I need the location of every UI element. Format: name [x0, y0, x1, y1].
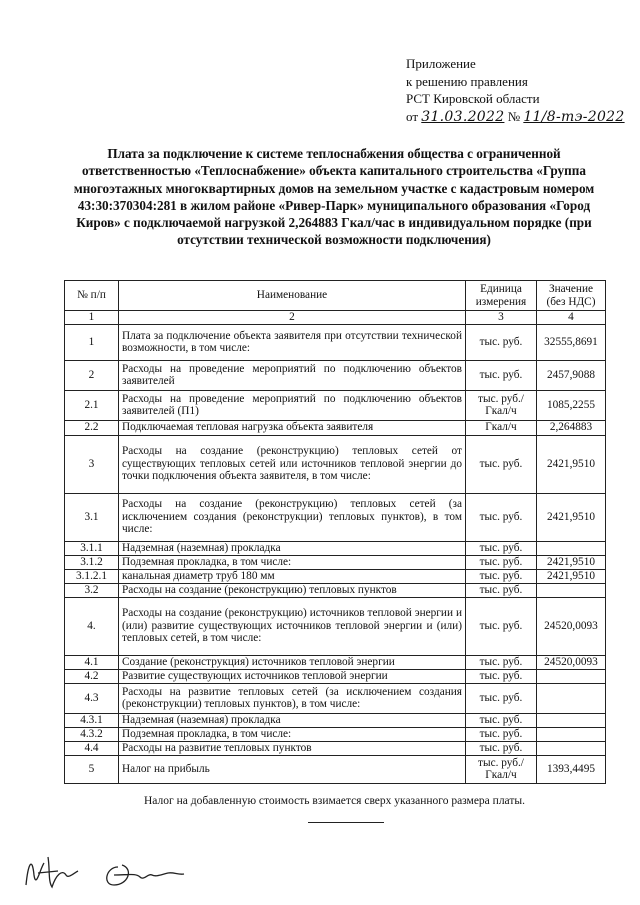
row-value: [537, 683, 606, 713]
row-value: 2457,9088: [537, 360, 606, 390]
index-cell: 1: [65, 311, 119, 325]
table-row: [65, 741, 606, 755]
decision-number: 11/8-тэ-2022: [523, 108, 625, 125]
row-name: Расходы на создание (реконструкцию) тепловых сетей от существующих тепловых сетей или источников тепловой энергии до точки подключения объекта заявителя, в том числе:: [119, 435, 466, 493]
row-value: 2421,9510: [537, 569, 606, 583]
table-row: [65, 493, 606, 541]
row-unit: тыс. руб./ Гкал/ч: [466, 755, 537, 783]
row-unit: тыс. руб.: [466, 655, 537, 669]
row-value: 2421,9510: [537, 555, 606, 569]
index-cell: 3: [466, 311, 537, 325]
row-num: 1: [65, 324, 119, 360]
table-row: [65, 727, 606, 741]
row-num: 3.1.2: [65, 555, 119, 569]
table-row: [65, 360, 606, 390]
row-num: 4.4: [65, 741, 119, 755]
row-value: [537, 541, 606, 555]
header-value: Значение (без НДС): [537, 281, 606, 311]
index-cell: 4: [537, 311, 606, 325]
row-num: 3: [65, 435, 119, 493]
table-row: [65, 324, 606, 360]
row-num: 3.2: [65, 583, 119, 597]
row-name: Подземная прокладка, в том числе:: [119, 555, 466, 569]
row-unit: тыс. руб.: [466, 493, 537, 541]
from-label: от: [406, 108, 419, 124]
row-num: 2.1: [65, 390, 119, 420]
row-name: Расходы на проведение мероприятий по подключению объектов заявителей: [119, 360, 466, 390]
index-cell: 2: [119, 311, 466, 325]
appendix-date-line: [406, 108, 625, 127]
appendix-line-2: к решению правления: [406, 73, 528, 89]
row-name: Расходы на создание (реконструкцию) источников тепловой энергии и (или) развитие существующих источников тепловой энергии и (или) тепловых сетей, в том числе:: [119, 597, 466, 655]
row-num: 2.2: [65, 420, 119, 435]
row-name: Расходы на создание (реконструкцию) тепловых сетей (за исключением создания (реконструкции) тепловых пунктов), в том числе:: [119, 493, 466, 541]
table-header-row: [65, 281, 606, 311]
row-name: Расходы на проведение мероприятий по подключению объектов заявителей (П1): [119, 390, 466, 420]
row-value: 24520,0093: [537, 655, 606, 669]
header-unit: Единица измерения: [466, 281, 537, 311]
document-title: Плата за подключение к системе теплоснабжения общества с ограниченной ответственностью «Теплоснабжение» объекта капитального строительства «Группа многоэтажных многоквартирных домов на земельном участке с кадастровым номером 43:30:370304:281 в жилом районе «Ривер-Парк» муниципального образования «Город Киров» с подключаемой нагрузкой 2,264883 Гкал/час в индивидуальном порядке (при отсутствии технической возможности подключения): [73, 146, 595, 248]
row-value: 1393,4495: [537, 755, 606, 783]
table-row: [65, 555, 606, 569]
row-name: Подключаемая тепловая нагрузка объекта заявителя: [119, 420, 466, 435]
appendix-line-1: Приложение: [406, 56, 476, 71]
row-unit: тыс. руб.: [466, 555, 537, 569]
row-value: [537, 583, 606, 597]
row-unit: тыс. руб.: [466, 741, 537, 755]
row-unit: тыс. руб.: [466, 713, 537, 727]
row-value: [537, 669, 606, 683]
row-num: 4.3.1: [65, 713, 119, 727]
row-unit: тыс. руб.: [466, 541, 537, 555]
row-num: 4.1: [65, 655, 119, 669]
row-name: Расходы на создание (реконструкцию) тепловых пунктов: [119, 583, 466, 597]
header-name: Наименование: [119, 281, 466, 311]
table-row: [65, 655, 606, 669]
row-value: 2421,9510: [537, 435, 606, 493]
divider-line: [308, 822, 384, 823]
table-row: [65, 435, 606, 493]
table-row: [65, 583, 606, 597]
table-row: [65, 569, 606, 583]
row-num: 4.2: [65, 669, 119, 683]
row-num: 5: [65, 755, 119, 783]
table-row: [65, 713, 606, 727]
table-row: [65, 390, 606, 420]
row-name: канальная диаметр труб 180 мм: [119, 569, 466, 583]
table-index-row: [65, 311, 606, 325]
row-num: 2: [65, 360, 119, 390]
vat-footnote: Налог на добавленную стоимость взимается сверх указанного размера платы.: [144, 795, 525, 807]
header-num: № п/п: [65, 281, 119, 311]
row-value: [537, 727, 606, 741]
row-num: 4.: [65, 597, 119, 655]
row-name: Создание (реконструкция) источников тепловой энергии: [119, 655, 466, 669]
row-unit: тыс. руб.: [466, 669, 537, 683]
row-name: Налог на прибыль: [119, 755, 466, 783]
row-name: Надземная (наземная) прокладка: [119, 541, 466, 555]
fee-table: [64, 280, 606, 784]
row-value: [537, 741, 606, 755]
row-value: 1085,2255: [537, 390, 606, 420]
table-row: [65, 755, 606, 783]
row-unit: тыс. руб.: [466, 569, 537, 583]
table-row: [65, 597, 606, 655]
row-num: 3.1.2.1: [65, 569, 119, 583]
row-unit: тыс. руб.: [466, 583, 537, 597]
row-name: Развитие существующих источников тепловой энергии: [119, 669, 466, 683]
row-value: 32555,8691: [537, 324, 606, 360]
row-name: Надземная (наземная) прокладка: [119, 713, 466, 727]
row-unit: тыс. руб./ Гкал/ч: [466, 390, 537, 420]
row-unit: тыс. руб.: [466, 597, 537, 655]
row-value: 24520,0093: [537, 597, 606, 655]
row-num: 3.1.1: [65, 541, 119, 555]
row-name: Расходы на развитие тепловых пунктов: [119, 741, 466, 755]
handwritten-signature: [18, 845, 218, 895]
number-sign: №: [507, 108, 521, 124]
row-num: 4.3: [65, 683, 119, 713]
appendix-line-3: РСТ Кировской области: [406, 91, 540, 106]
row-value: 2,264883: [537, 420, 606, 435]
row-unit: Гкал/ч: [466, 420, 537, 435]
row-num: 4.3.2: [65, 727, 119, 741]
row-value: [537, 713, 606, 727]
decision-date: 31.03.2022: [421, 108, 505, 125]
table-row: [65, 420, 606, 435]
row-unit: тыс. руб.: [466, 360, 537, 390]
row-name: Плата за подключение объекта заявителя при отсутствии технической возможности, в том числе:: [119, 324, 466, 360]
appendix-block: [406, 55, 625, 126]
row-unit: тыс. руб.: [466, 683, 537, 713]
row-value: 2421,9510: [537, 493, 606, 541]
row-unit: тыс. руб.: [466, 324, 537, 360]
row-name: Подземная прокладка, в том числе:: [119, 727, 466, 741]
table-row: [65, 669, 606, 683]
row-num: 3.1: [65, 493, 119, 541]
table-row: [65, 683, 606, 713]
row-unit: тыс. руб.: [466, 435, 537, 493]
row-unit: тыс. руб.: [466, 727, 537, 741]
row-name: Расходы на развитие тепловых сетей (за исключением создания (реконструкции) тепловых пунктов), в том числе:: [119, 683, 466, 713]
table-row: [65, 541, 606, 555]
